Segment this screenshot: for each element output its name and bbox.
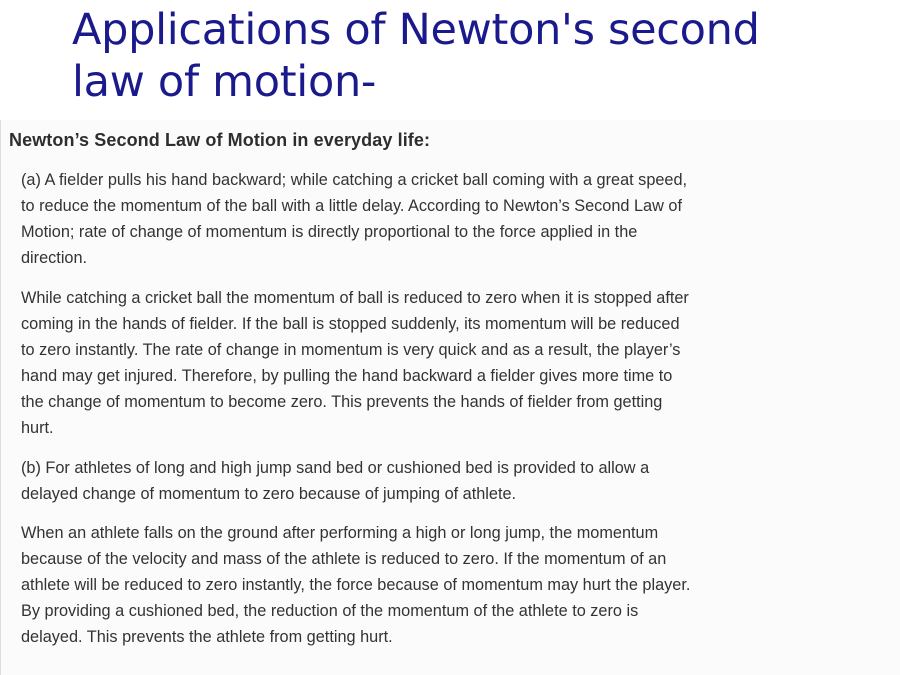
text-line: While catching a cricket ball the momentum of ball is reduced to zero when it is stopped after	[21, 289, 689, 307]
text-line: direction.	[21, 249, 88, 267]
slide-title-line-2: law of motion-	[72, 57, 377, 107]
text-line: hurt.	[21, 419, 54, 437]
text-line: When an athlete falls on the ground after performing a high or long jump, the momentum	[21, 524, 659, 542]
text-line: coming in the hands of fielder. If the ball is stopped suddenly, its momentum will be reduced	[21, 315, 680, 333]
text-line: to reduce the momentum of the ball with a little delay. According to Newton’s Second Law of	[21, 197, 682, 215]
slide-title	[72, 4, 872, 108]
text-line: to zero instantly. The rate of change in momentum is very quick and as a result, the player’s	[21, 341, 681, 359]
text-line: (a) A fielder pulls his hand backward; while catching a cricket ball coming with a great speed,	[21, 171, 688, 189]
article-screenshot	[0, 120, 900, 675]
paragraph-athlete-example	[21, 455, 891, 507]
text-line: Motion; rate of change of momentum is directly proportional to the force applied in the	[21, 223, 638, 241]
text-line: the change of momentum to become zero. This prevents the hands of fielder from getting	[21, 393, 663, 411]
article-heading: Newton’s Second Law of Motion in everyday life:	[9, 130, 431, 150]
paragraph-fielder-explanation	[21, 285, 891, 441]
text-line: By providing a cushioned bed, the reduction of the momentum of the athlete to zero is	[21, 602, 639, 620]
text-line: (b) For athletes of long and high jump sand bed or cushioned bed is provided to allow a	[21, 459, 650, 477]
text-line: delayed. This prevents the athlete from getting hurt.	[21, 628, 393, 646]
text-line: because of the velocity and mass of the athlete is reduced to zero. If the momentum of an	[21, 550, 667, 568]
text-line: athlete will be reduced to zero instantly, the force because of momentum may hurt the player.	[21, 576, 691, 594]
text-line: hand may get injured. Therefore, by pulling the hand backward a fielder gives more time to	[21, 367, 673, 385]
paragraph-athlete-explanation	[21, 520, 891, 650]
paragraph-fielder-example	[21, 167, 891, 271]
slide-title-line-1: Applications of Newton's second	[72, 5, 760, 55]
text-line: delayed change of momentum to zero because of jumping of athlete.	[21, 485, 517, 503]
